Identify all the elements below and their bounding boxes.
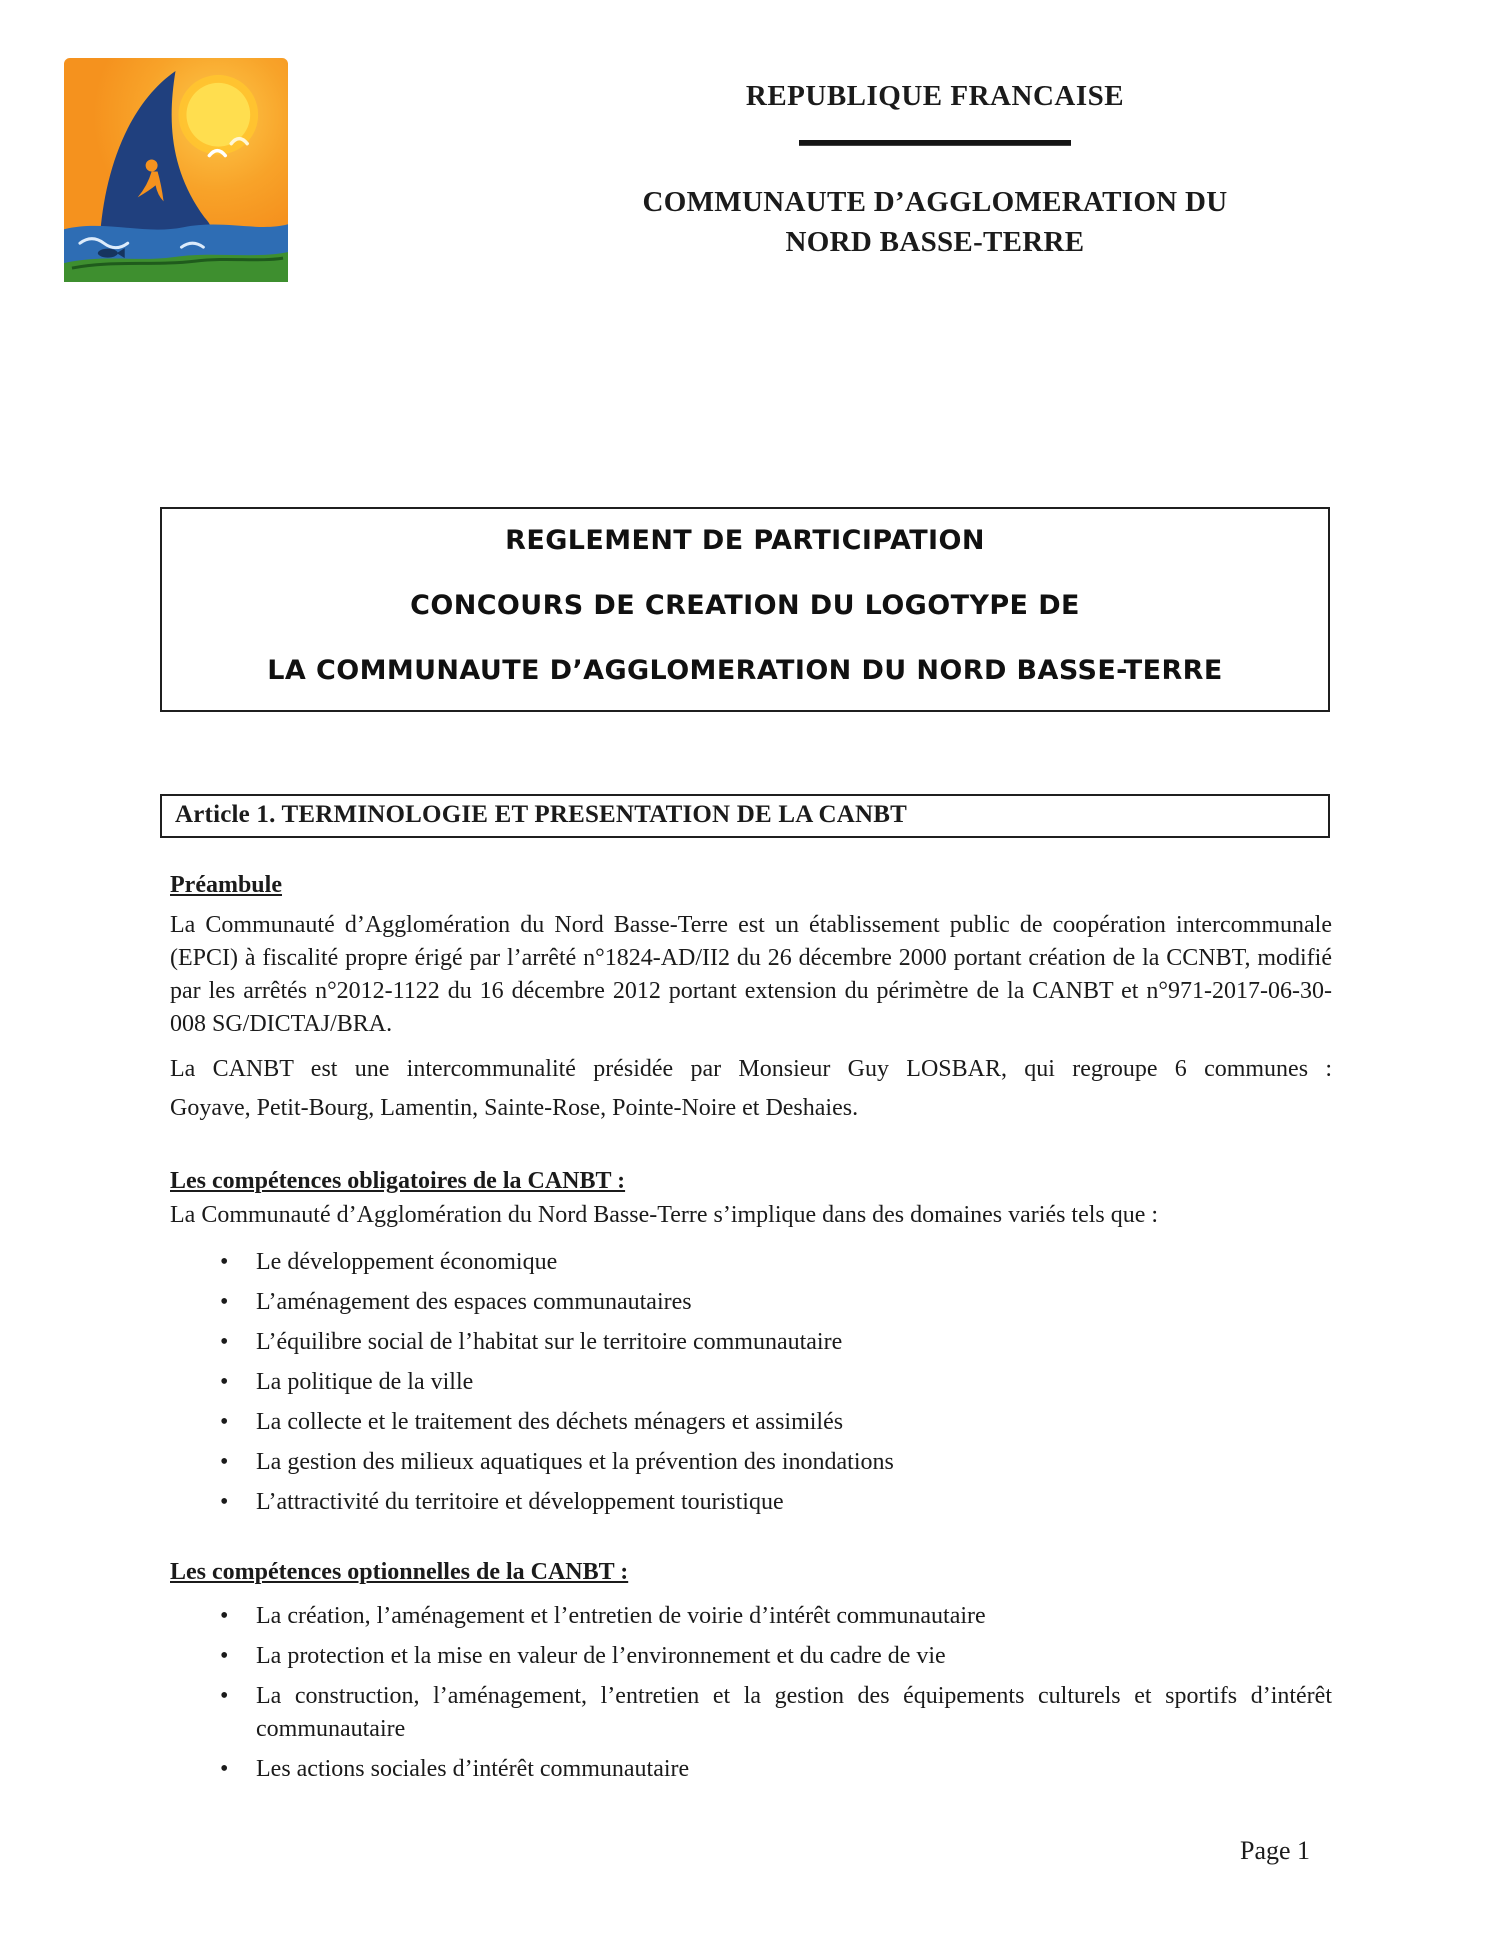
header <box>555 80 1315 262</box>
optionnelles-list <box>170 1600 1332 1786</box>
article1-heading-box <box>160 794 1330 838</box>
list-item: • La protection et la mise en valeur de l’environnement et du cadre de vie <box>218 1640 1332 1673</box>
org-title-line1: COMMUNAUTE D’AGGLOMERATION DU <box>642 186 1228 218</box>
list-item: • L’équilibre social de l’habitat sur le territoire communautaire <box>218 1326 1332 1359</box>
preambule-title: Préambule <box>170 872 282 898</box>
title-line-3: LA COMMUNAUTE D’AGGLOMERATION DU NORD BASSE-TERRE <box>267 655 1223 686</box>
canbt-logo-image <box>64 58 288 282</box>
obligatoires-list <box>170 1246 1332 1519</box>
canbt-logo <box>64 58 288 282</box>
list-item: • Les actions sociales d’intérêt communautaire <box>218 1753 1332 1786</box>
obligatoires-intro: La Communauté d’Agglomération du Nord Basse-Terre s’implique dans des domaines variés tels que : <box>170 1202 1159 1228</box>
header-divider <box>799 140 1071 146</box>
article1-heading: Article 1. TERMINOLOGIE ET PRESENTATION DE LA CANBT <box>175 801 908 828</box>
org-title <box>555 182 1315 262</box>
list-item: • La construction, l’aménagement, l’entretien et la gestion des équipements culturels et sportifs d’intérêt communautaire <box>218 1680 1332 1746</box>
republic-title: REPUBLIQUE FRANCAISE <box>745 80 1125 112</box>
preambule-paragraph-1: La Communauté d’Agglomération du Nord Basse-Terre est un établissement public de coopération intercommunale (EPCI) à fiscalité propre érigé par l’arrêté n°1824-AD/II2 du 26 décembre 2000 portant création de la CCNBT, modifié par les arrêtés n°2012-1122 du 16 décembre 2012 portant extension du périmètre de la CANBT et n°971-2017-06-30-008 SG/DICTAJ/BRA. <box>170 912 1332 1037</box>
list-item: • La collecte et le traitement des déchets ménagers et assimilés <box>218 1406 1332 1439</box>
list-item: • L’attractivité du territoire et développement touristique <box>218 1486 1332 1519</box>
title-box <box>160 507 1330 712</box>
article1-body <box>170 872 1332 1793</box>
title-line-1: REGLEMENT DE PARTICIPATION <box>505 525 985 556</box>
optionnelles-title: Les compétences optionnelles de la CANBT : <box>170 1559 629 1585</box>
preambule-paragraph-2-line2: Goyave, Petit-Bourg, Lamentin, Sainte-Rose, Pointe-Noire et Deshaies. <box>170 1095 859 1121</box>
page-number: Page 1 <box>1240 1836 1311 1865</box>
list-item: • L’aménagement des espaces communautaires <box>218 1286 1332 1319</box>
org-title-line2: NORD BASSE-TERRE <box>785 226 1085 258</box>
list-item: • La gestion des milieux aquatiques et la prévention des inondations <box>218 1446 1332 1479</box>
list-item: • Le développement économique <box>218 1246 1332 1279</box>
list-item: • La création, l’aménagement et l’entretien de voirie d’intérêt communautaire <box>218 1600 1332 1633</box>
preambule-paragraph-2-line1: La CANBT est une intercommunalité présidée par Monsieur Guy LOSBAR, qui regroupe 6 communes : <box>170 1056 1332 1082</box>
obligatoires-title: Les compétences obligatoires de la CANBT : <box>170 1168 626 1194</box>
title-line-2: CONCOURS DE CREATION DU LOGOTYPE DE <box>410 590 1080 621</box>
list-item: • La politique de la ville <box>218 1366 1332 1399</box>
